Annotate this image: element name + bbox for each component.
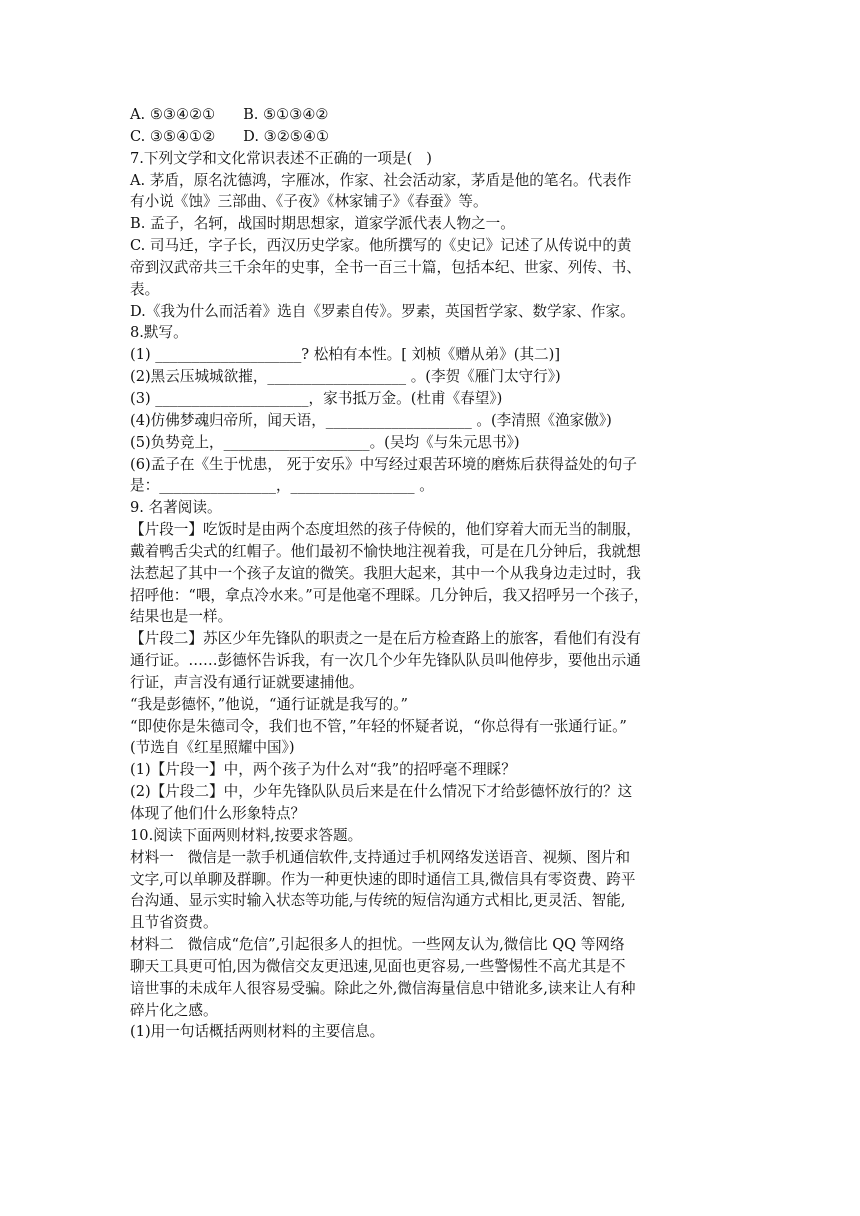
text-line: 谙世事的未成年人很容易受骗。除此之外,微信海量信息中错讹多,读来让人有种 <box>130 979 636 997</box>
text-line: 9. 名著阅读。 <box>130 499 222 517</box>
text-line: 聊天工具更可怕,因为微信交友更迅速,见面也更容易,一些警惕性不高尤其是不 <box>130 957 626 975</box>
text-line: 是：________________，_________________ 。 <box>130 477 434 495</box>
text-line: (1) ____________________? 松柏有本性。[ 刘桢《赠从弟》(其二)] <box>130 346 561 364</box>
text-line: 通行证。……彭德怀告诉我，有一次几个少年先锋队队员叫他停步，要他出示通 <box>130 652 641 670</box>
text-line: (3) _____________________，家书抵万金。(杜甫《春望》) <box>130 389 503 407</box>
text-line: (2)【片段二】中，少年先锋队队员后来是在什么情况下才给彭德怀放行的？这 <box>130 783 633 801</box>
text-line: 材料一 微信是一款手机通信软件,支持通过手机网络发送语音、视频、图片和 <box>130 848 631 866</box>
text-line: 帝到汉武帝共三千余年的史事，全书一百三十篇，包括本纪、世家、列传、书、 <box>130 258 641 276</box>
text-line: 【片段二】苏区少年先锋队的职责之一是在后方检查路上的旅客，看他们有没有 <box>130 630 641 648</box>
text-line: B. 孟子，名轲，战国时期思想家，道家学派代表人物之一。 <box>130 215 515 233</box>
text-line: 法惹起了其中一个孩子友谊的微笑。我胆大起来，其中一个从我身边走过时，我 <box>130 564 641 582</box>
text-line: (5)负势竞上，____________________。(吴均《与朱元思书》) <box>130 433 520 451</box>
text-line: 戴着鸭舌尖式的红帽子。他们最初不愉快地注视着我，可是在几分钟后，我就想 <box>130 542 641 560</box>
text-line: 有小说《蚀》三部曲、《子夜》《林家铺子》《春蚕》等。 <box>130 193 488 211</box>
text-line: 10.阅读下面两则材料,按要求答题。 <box>130 826 363 844</box>
text-line: 且节省资费。 <box>130 914 218 932</box>
text-line: 招呼他：“喂，拿点冷水来。”可是他毫不理睬。几分钟后，我又招呼另一个孩子， <box>130 586 649 604</box>
text-line: A. ⑤③④②① B. ⑤①③④② <box>130 106 329 123</box>
text-line: D.《我为什么而活着》选自《罗素自传》。罗素，英国哲学家、数学家、作家。 <box>130 302 635 320</box>
text-line: 行证，声言没有通行证就要逮捕他。 <box>130 673 364 691</box>
text-line: (2)黑云压城城欲摧，___________________ 。(李贺《雁门太守行》) <box>130 368 561 386</box>
text-line: 7.下列文学和文化常识表述不正确的一项是( ) <box>130 149 432 167</box>
text-line: (1)用一句话概括两则材料的主要信息。 <box>130 1023 385 1041</box>
text-line: 表。 <box>130 280 160 298</box>
text-line: C. 司马迁，字子长，西汉历史学家。他所撰写的《史记》记述了从传说中的黄 <box>130 237 632 255</box>
text-line: (4)仿佛梦魂归帝所，闻天语，____________________ 。(李清照《渔家傲》) <box>130 411 612 429</box>
text-line: “即使你是朱德司令，我们也不管，”年轻的怀疑者说，“你总得有一张通行证。” <box>130 717 627 735</box>
text-line: (6)孟子在《生于忧患， 死于安乐》中写经过艰苦环境的磨炼后获得益处的句子 <box>130 455 637 473</box>
text-line: A. 茅盾，原名沈德鸿，字雁冰，作家、社会活动家，茅盾是他的笔名。代表作 <box>130 171 632 189</box>
document-body <box>130 104 730 1043</box>
text-line: 结果也是一样。 <box>130 608 233 626</box>
text-line: 台沟通、显示实时输入状态等功能,与传统的短信沟通方式相比,更灵活、智能, <box>130 892 626 910</box>
text-line: “我是彭德怀，”他说，“通行证就是我写的。” <box>130 695 408 713</box>
text-line: 【片段一】吃饭时是由两个态度坦然的孩子侍候的，他们穿着大而无当的制服， <box>130 521 641 539</box>
text-line: 碎片化之感。 <box>130 1001 218 1019</box>
text-line: (节选自《红星照耀中国》) <box>130 739 295 757</box>
text-line: (1)【片段一】中，两个孩子为什么对“我”的招呼毫不理睬？ <box>130 761 516 779</box>
text-line: 文字,可以单聊及群聊。作为一种更快速的即时通信工具,微信具有零资费、跨平 <box>130 870 636 888</box>
text-line: 体现了他们什么形象特点？ <box>130 805 306 822</box>
text-line: 8.默写。 <box>130 324 188 342</box>
text-line: C. ③⑤④①② D. ③②⑤④① <box>130 127 330 145</box>
text-line: 材料二 微信成“危信”,引起很多人的担忧。一些网友认为,微信比 QQ 等网络 <box>130 936 625 954</box>
